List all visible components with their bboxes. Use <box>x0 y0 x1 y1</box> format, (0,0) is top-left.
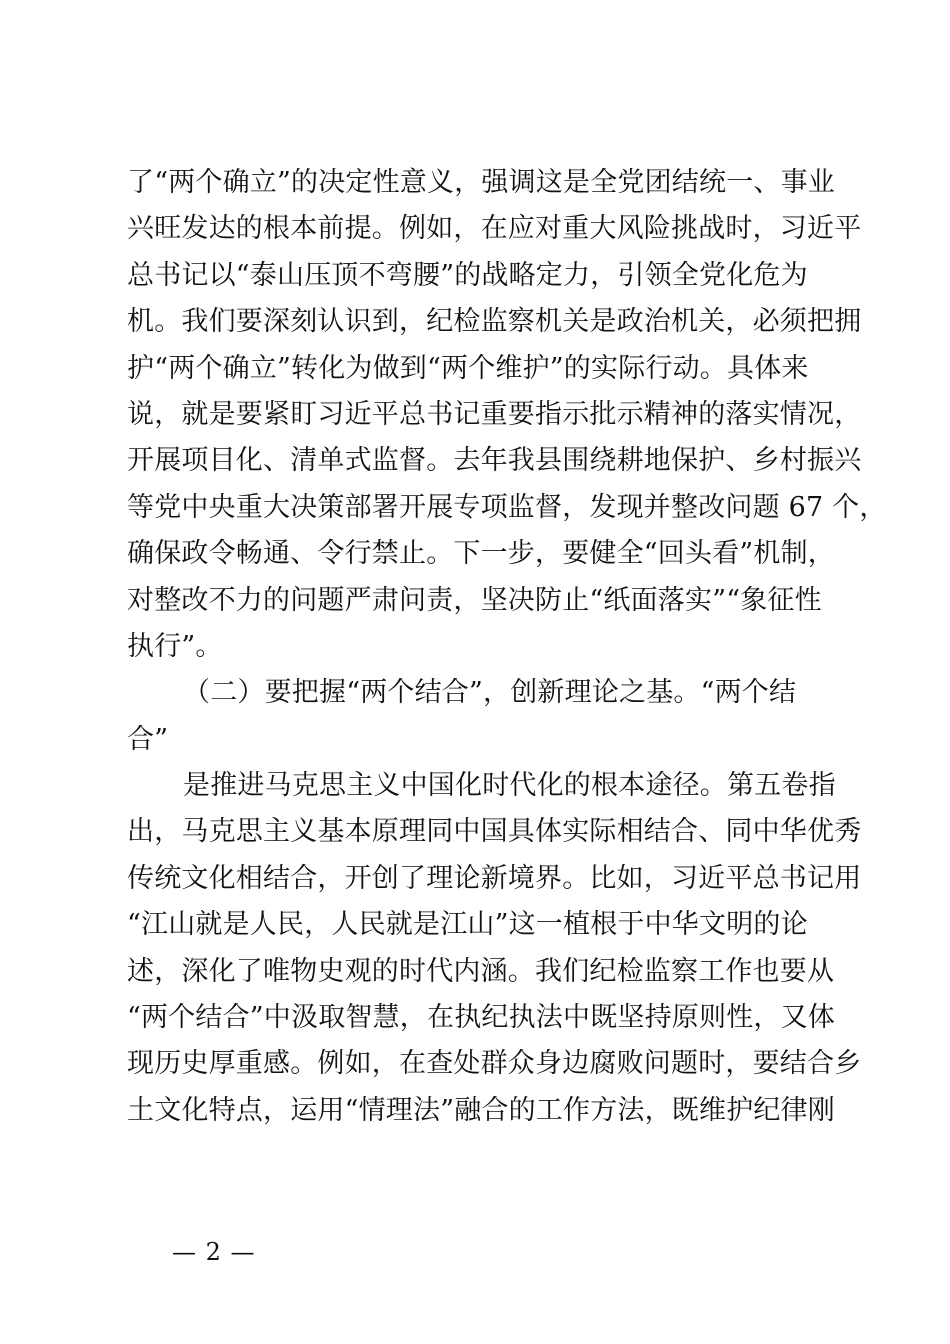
paragraph-start-line: 是推进马克思主义中国化时代化的根本途径。第五卷指 <box>183 770 836 802</box>
text-line: 对整改不力的问题严肃问责，坚决防止“纸面落实”“象征性 <box>127 584 822 616</box>
text-line: 了“两个确立”的决定性意义，强调这是全党团结统一、事业 <box>127 167 836 198</box>
text-line: “两个结合”中汲取智慧，在执纪执法中既坚持原则性，又体 <box>127 1002 836 1034</box>
text-line: 说，就是要紧盯习近平总书记重要指示批示精神的落实情况， <box>127 398 862 430</box>
text-line: “江山就是人民，人民就是江山”这一植根于中华文明的论 <box>127 909 808 941</box>
text-line: 开展项目化、清单式监督。去年我县围绕耕地保护、乡村振兴 <box>127 445 862 477</box>
text-line: 确保政令畅通、令行禁止。下一步，要健全“回头看”机制， <box>127 538 836 570</box>
text-line: 等党中央重大决策部署开展专项监督，发现并整改问题 67 个， <box>127 491 887 523</box>
text-line: 护“两个确立”转化为做到“两个维护”的实际行动。具体来 <box>127 352 809 384</box>
text-line: 出，马克思主义基本原理同中国具体实际相结合、同中华优秀 <box>127 816 862 848</box>
text-line: 执行”。 <box>127 630 223 662</box>
text-line: 机。我们要深刻认识到，纪检监察机关是政治机关，必须把拥 <box>127 306 862 338</box>
text-line: 现历史厚重感。例如，在查处群众身边腐败问题时，要结合乡 <box>127 1048 862 1080</box>
text-line: 述，深化了唯物史观的时代内涵。我们纪检监察工作也要从 <box>127 955 835 987</box>
section-heading: （二）要把握“两个结合”，创新理论之基。“两个结 <box>183 677 797 709</box>
text-line: 传统文化相结合，开创了理论新境界。比如，习近平总书记用 <box>127 862 862 894</box>
document-body <box>127 160 887 1134</box>
text-line: 总书记以“泰山压顶不弯腰”的战略定力，引领全党化危为 <box>127 259 808 291</box>
text-line: 合” <box>127 723 169 755</box>
page-number: — 2 — <box>172 1238 256 1266</box>
text-line: 兴旺发达的根本前提。例如，在应对重大风险挑战时，习近平 <box>127 213 862 245</box>
text-line: 土文化特点，运用“情理法”融合的工作方法，既维护纪律刚 <box>127 1094 836 1126</box>
